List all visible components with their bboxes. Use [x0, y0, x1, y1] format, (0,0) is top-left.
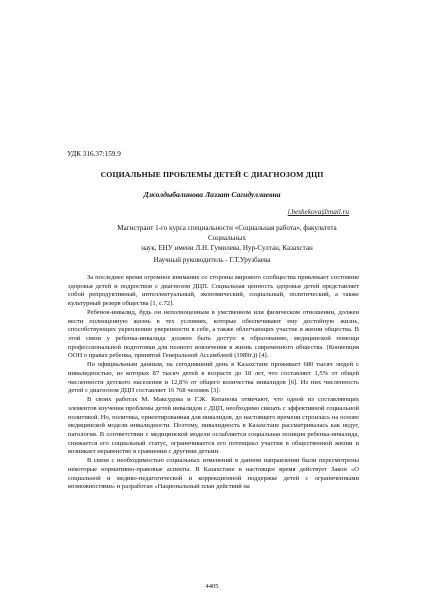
article-title: СОЦИАЛЬНЫЕ ПРОБЛЕМЫ ДЕТЕЙ С ДИАГНОЗОМ ДЦП: [100, 170, 324, 179]
affiliation-line-1: Магистрант 1-го курса специальности «Социальная работа», факультета Социальных: [117, 224, 337, 243]
affiliation-line-2: наук, ЕНУ имени Л.Н. Гумилева, Нур-Султан, Казахстан: [141, 244, 313, 253]
page-number: 4405: [205, 583, 219, 590]
udk-code: УДК 316.37:159.9: [67, 150, 121, 158]
paragraph: За последнее время огромное внимание со стороны мирового сообщества привлекает состояние здоровья детей и подростков с диагнозом ДЦП. Социальная ценность здоровья детей представляет собой репродуктивный, интеллектуальный, экономический, социальный, политический, а также культурный резерв общества [1, с.72].: [68, 274, 359, 308]
author-email[interactable]: l.beshekova@mail.ru: [287, 208, 349, 216]
paragraph: Ребенок-инвалид, будь он неполноценным в умственном или физическом отношении, должен вести полноценную жизнь в тех условиях, которые обеспечивают ему достойную жизнь, способствующих укреплению уверенности в себе, а также облегчающих участие в жизни общества. В этой связи у ребенка-инвалида должен быть доступ к образованию, медицинской помощи профессиональной подготовки для полного вовлечения в жизнь современного общества. (Конвенция ООН о правах ребенка, принятой Генеральной Ассамблеей (1989г.)) [4].: [68, 308, 359, 360]
author-name: Джолдыбалинова Лаззат Сагидуллаевна: [143, 190, 281, 199]
supervisor: Научный руководитель - Г.Т.Урузбаева: [153, 256, 271, 264]
affiliation: [104, 223, 350, 254]
paragraph: По официальным данным, на сегодняшний день в Казахстане проживает 680 тысяч людей с инвалидностью, из которых 87 тысяч детей в возрасте до 18 лет, что составляет 1,5% от общей численности детского населения и 12,8% от общего количества инвалидов [6]. Из них численность детей с диагнозом ДЦП составляет 16 768 человек [3].: [68, 361, 359, 395]
paragraph: В связи с необходимостью социальных изменений в данном направлении были пересмотрены некоторые нормативно-правовые аспекты. В Казахстане в настоящее время действует Закон «О социальной и медико-педагогической и коррекционной поддержке детей с ограниченными возможностями» и разработан «Национальный план действий на: [68, 457, 359, 491]
article-body: [68, 274, 359, 492]
paragraph: В своих работах М. Максудова и Г.Ж. Кепанова отмечают, что одной из составляющих элементов изучения проблемы детей инвалидов с ДЦП, необходимо связать с эффективной социальной политикой. Но, политика, ориентированная для инвалидов, до настоящего времени строилась на основе медицинской модели инвалидности. Поэтому, инвалидность в Казахстане рассматривалась как недуг, патология. В соответствии с медицинской модели ослабляется социальная позиция ребенка-инвалида, снижается его социальный статус, ограничивается его потенциал участия в общественной жизни и возникает неравенство в сравнении с другими детьми.: [68, 396, 359, 456]
